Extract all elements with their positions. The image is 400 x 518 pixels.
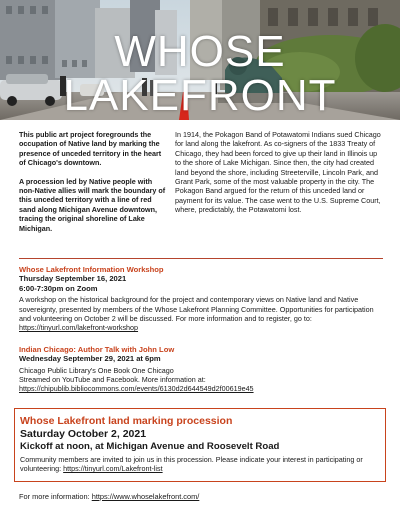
footer-label: For more information: bbox=[19, 492, 92, 501]
intro-paragraph-2: A procession led by Native people with non-Native allies will mark the boundary of this unceded territory with a line of red sand along Michigan Avenue downtown, tracing the original shoreline of Lake Michigan. bbox=[19, 176, 166, 233]
procession-kickoff: Kickoff at noon, at Michigan Avenue and Roosevelt Road bbox=[20, 441, 280, 452]
intro-section bbox=[19, 130, 381, 248]
workshop-time: 6:00-7:30pm on Zoom bbox=[19, 283, 98, 293]
procession-body-text: Community members are invited to join us in this procession. Please indicate your interest in participating or volunteering: bbox=[20, 455, 363, 474]
workshop-title: Whose Lakefront Information Workshop bbox=[19, 265, 164, 274]
procession-date: Saturday October 2, 2021 bbox=[20, 428, 147, 440]
intro-left-column bbox=[19, 130, 169, 233]
procession-description bbox=[20, 455, 380, 474]
author-talk-date: Wednesday September 29, 2021 at 6pm bbox=[19, 354, 161, 364]
workshop-description bbox=[19, 295, 383, 332]
workshop-link[interactable]: https://tinyurl.com/lakefront-workshop bbox=[19, 323, 139, 333]
author-talk-link[interactable]: https://chipublib.bibliocommons.com/events/6130d2d644549d2f00619e45 bbox=[19, 384, 254, 394]
workshop-date: Thursday September 16, 2021 bbox=[19, 274, 127, 284]
intro-paragraph-1: This public art project foregrounds the occupation of Native land by marking the presence of unceded territory in the heart of Chicago's downtown. bbox=[19, 130, 162, 168]
hero-title: WHOSE LAKEFRONT bbox=[63, 27, 337, 120]
workshop-body-text: A workshop on the historical background for the project and contemporary views on Native land and Native sovereignty, presented by members of the Whose Lakefront Planning Committee. Opportunities for participation and volunteering on October 2 will be discussed. For more information and to register, go to: bbox=[19, 295, 374, 323]
footer bbox=[19, 492, 383, 501]
author-talk-line-1: Chicago Public Library's One Book One Chicago bbox=[19, 365, 174, 375]
history-paragraph: In 1914, the Pokagon Band of Potawatomi Indians sued Chicago for land along the lakefront. As co-signers of the 1833 Treaty of Chicago, they had been forced to give up their land in Illinois up to the shore of Lake Michigan. Since then, the city had created land beyond the shore, including Streeterville, Lincoln Park, and Grant Park, some of the most valuable property in the city. The Pokagon Band argued for the return of this unceded land or payment for its value. The case went to the U.S. Supreme Court, where, predictably, the Potawatomi lost. bbox=[175, 130, 381, 215]
section-divider bbox=[19, 258, 383, 259]
workshop-event bbox=[19, 265, 383, 332]
author-talk-event bbox=[19, 345, 383, 394]
hero-photo bbox=[0, 0, 400, 120]
procession-title: Whose Lakefront land marking procession bbox=[20, 415, 233, 427]
author-talk-title: Indian Chicago: Author Talk with John Low bbox=[19, 345, 175, 354]
procession-box bbox=[14, 408, 386, 482]
procession-link[interactable]: https://tinyurl.com/Lakefront-list bbox=[63, 464, 163, 474]
footer-link[interactable]: https://www.whoselakefront.com/ bbox=[91, 492, 200, 501]
author-talk-line-2: Streamed on YouTube and Facebook. More information at: bbox=[19, 375, 206, 385]
author-talk-description bbox=[19, 366, 383, 394]
